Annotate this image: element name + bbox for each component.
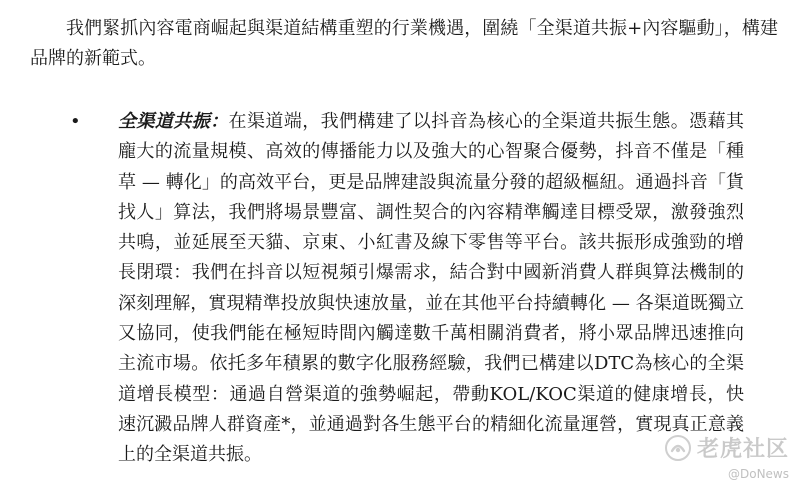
- watermark: [665, 432, 789, 463]
- intro-paragraph: 我們緊抓內容電商崛起與渠道結構重塑的行業機遇，圍繞「全渠道共振+內容驅動」，構建品牌的新範式。: [30, 18, 778, 69]
- tiger-logo-icon: [665, 435, 691, 461]
- bullet-marker: •: [70, 111, 81, 132]
- watermark-text: 老虎社区: [696, 437, 789, 462]
- bullet-lead-heading: 全渠道共振：: [118, 111, 229, 132]
- watermark-credit: @DoNews: [727, 467, 789, 481]
- bullet-body-text: 在渠道端，我們構建了以抖音為核心的全渠道共振生態。憑藉其龐大的流量規模、高效的傳播能力以及強大的心智聚合優勢，抖音不僅是「種草 — 轉化」的高效平台，更是品牌建設與流量分發的超級樞紐。通過抖音「貨找人」算法，我們將場景豐富、調性契合的內容精準觸達目標受眾，激發強烈共鳴，並延展至天貓、京東、小紅書及線下零售等平台。該共振形成強勁的增長閉環：我們在抖音以短視頻引爆需求，結合對中國新消費人群與算法機制的深刻理解，實現精準投放與快速放量，並在其他平台持續轉化 — 各渠道既獨立又協同，使我們能在極短時間內觸達數千萬相關消費者，將小眾品牌迅速推向主流市場。依托多年積累的數字化服務經驗，我們已構建以DTC為核心的全渠道增長模型：通過自營渠道的強勢崛起，帶動KOL/KOC渠道的健康增長，快速沉澱品牌人群資產*，並通過對各生態平台的精細化流量運營，實現真正意義上的全渠道共振。: [118, 111, 744, 466]
- bullet-paragraph: [118, 107, 744, 471]
